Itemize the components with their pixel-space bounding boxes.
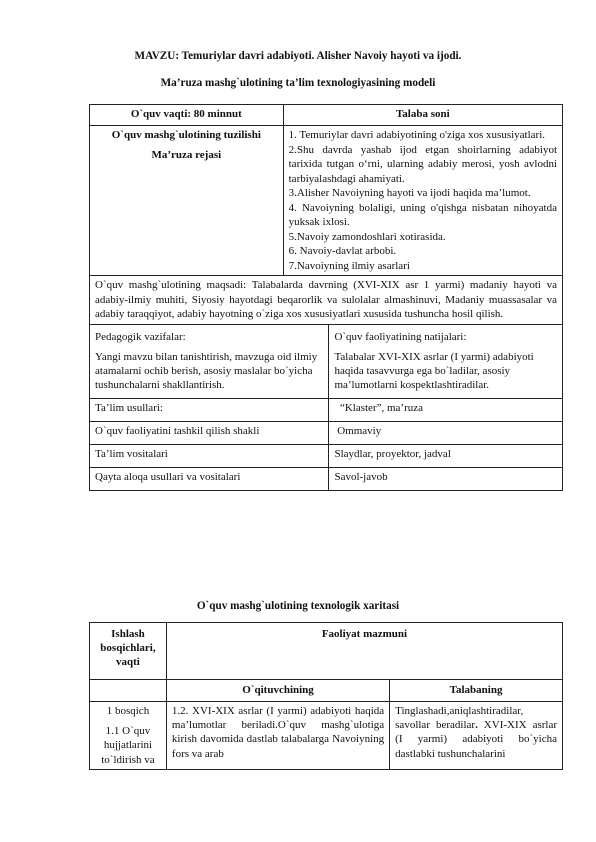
- plan-item: 3.Alisher Navoiyning hayoti va ijodi haqida ma’lumot.: [288, 187, 531, 199]
- student-count-cell: Talaba soni: [283, 105, 562, 126]
- learning-results-text: Talabalar XVI-XIX asrlar (I yarmi) adabiyoti haqida tasavvurga ega bo`ladilar, asosiy ma’lumotlarni kospektlashtiradilar.: [334, 350, 534, 392]
- pedagogical-tasks-cell: [90, 324, 329, 398]
- feedback-methods-label: Qayta aloqa usullari va vositalari: [90, 467, 329, 490]
- plan-label: Ma’ruza rejasi: [151, 149, 222, 162]
- learning-results-label: O`quv faoliyatining natijalari:: [334, 330, 467, 343]
- plan-item: 1. Temuriylar davri adabiyotining o'ziga xos xususiyatlari.: [288, 129, 546, 141]
- plan-item: 6. Navoiy-davlat arbobi.: [288, 245, 397, 257]
- lesson-goal-cell: O`quv mashg`ulotining maqsadi: Talabalarda davrning (XVI-XIX asr 1 yarmi) madaniy hayoti va adabiy-ilmiy muhiti, Siyosiy hayotdagi beqarorlik va sulolalar almashinuvi, Madaniy muassasalar va adabiy taraqqiyot, adabiy hayotning o`ziga xos xususiyatlari xususida tushuncha hosil qilish.: [90, 276, 563, 325]
- pedagogical-tasks-label: Pedagogik vazifalar:: [95, 330, 186, 343]
- lecture-model-table: [89, 104, 563, 491]
- student-activity-1-b: XVI-XIX asrlar (I yarmi) adabiyoti bo`yicha dastlabki tushunchalarini: [395, 719, 557, 760]
- student-activity-1-a: Tinglashadi,aniqlashtiradilar, savollar beradilar: [395, 705, 524, 732]
- page-subtitle: Ma’ruza mashg`ulotining ta’lim texnologiyasining modeli: [160, 77, 436, 89]
- stage-blank-cell: [90, 680, 167, 702]
- stage-1-sub: 1.1 O`quv hujjatlarini to`ldirish va: [101, 725, 155, 766]
- technology-map-title: O`quv mashg`ulotining texnologik xaritasi: [196, 600, 400, 612]
- teaching-tools-value: Slaydlar, proyektor, jadval: [329, 444, 563, 467]
- plan-item: 2.Shu davrda yashab ijod etgan shoirlarning adabiyot tarixida tutgan o‘rni, ularning adabiy merosi, yosh avlodni tarbiyalashdagi ahamiyati.: [288, 143, 557, 185]
- teacher-header: O`qituvchining: [166, 680, 389, 702]
- pedagogical-tasks-text: Yangi mavzu bilan tanishtirish, mavzuga oid ilmiy atamalarni ochib berish, asosiy maslalar bo`yicha tushunchalarni shakllantirish.: [95, 350, 318, 392]
- student-activity-1: [390, 702, 563, 770]
- teaching-tools-label: Ta’lim vositalari: [90, 444, 329, 467]
- feedback-methods-value: Savol-javob: [329, 467, 563, 490]
- stage-1-cell: [90, 702, 167, 770]
- stages-header: Ishlash bosqichlari, vaqti: [90, 623, 167, 680]
- teaching-methods-value: “Klaster”, ma’ruza: [329, 398, 563, 421]
- plan-item: 5.Navoiy zamondoshlari xotirasida.: [288, 230, 446, 243]
- stage-1-label: 1 bosqich: [106, 705, 150, 717]
- student-activity-1-dot: .: [475, 719, 478, 732]
- page-title: MAVZU: Temuriylar davri adabiyoti. Alisher Navoiy hayoti va ijodi.: [134, 50, 462, 62]
- structure-label: O`quv mashg`ulotining tuzilishi: [111, 129, 261, 141]
- learning-results-cell: [329, 324, 563, 398]
- teaching-methods-label: Ta’lim usullari:: [90, 398, 329, 421]
- technology-map-table: [89, 622, 563, 770]
- teacher-activity-1: 1.2. XVI-XIX asrlar (I yarmi) adabiyoti haqida ma’lumotlar beriladi.O`quv mashg`ulotiga kirish davomida dastlab talabalarga Navoiyning fors va arab: [166, 702, 389, 770]
- student-header: Talabaning: [390, 680, 563, 702]
- activity-content-header: Faoliyat mazmuni: [166, 623, 562, 680]
- plan-item: 7.Navoiyning ilmiy asarlari: [288, 259, 410, 272]
- structure-cell: [90, 126, 284, 276]
- study-time-cell: O`quv vaqti: 80 minnut: [90, 105, 284, 126]
- activity-form-value: Ommaviy: [329, 421, 563, 444]
- activity-form-label: O`quv faoliyatini tashkil qilish shakli: [90, 421, 329, 444]
- lecture-plan-cell: [283, 126, 562, 276]
- plan-item: 4. Navoiyning bolaligi, uning o'qishga nisbatan nihoyatda yuksak ixlosi.: [288, 201, 557, 228]
